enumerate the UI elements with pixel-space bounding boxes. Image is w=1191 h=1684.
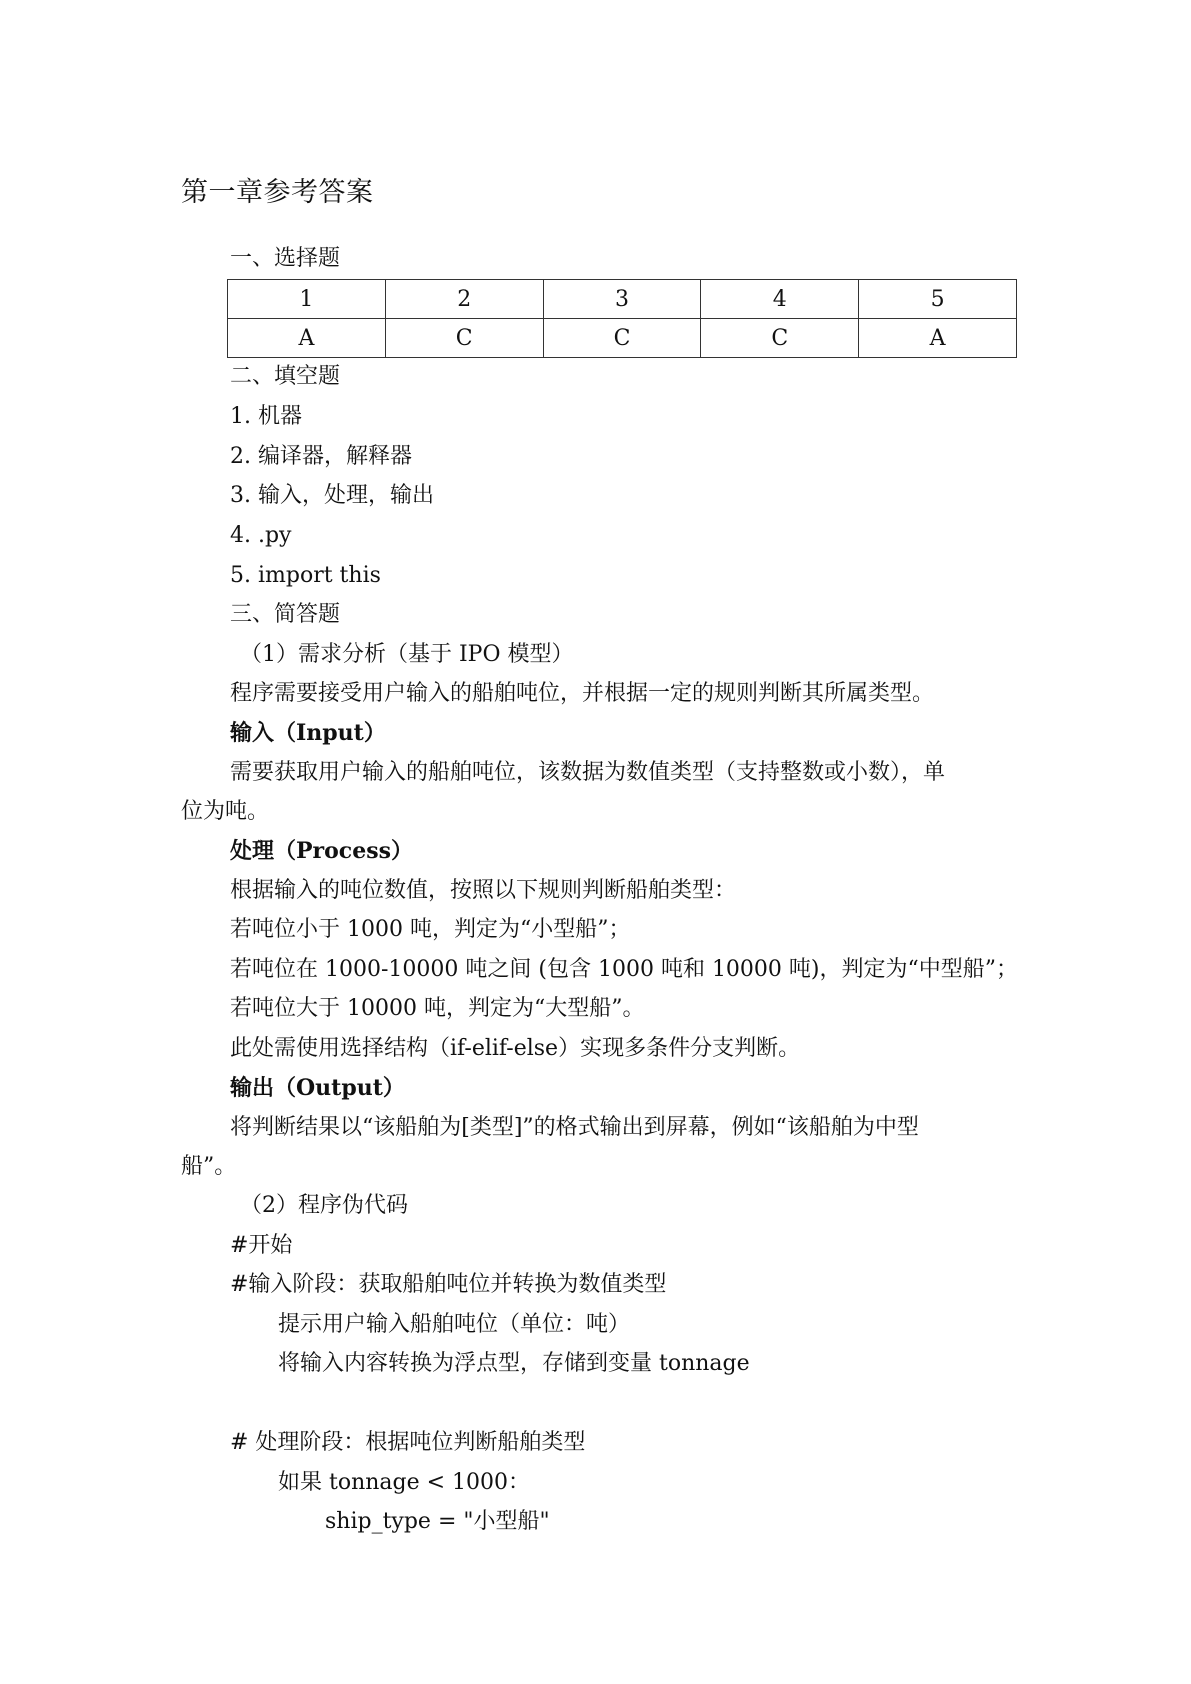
paragraph-input-cont: 位为吨。 <box>181 799 270 824</box>
code-line: #输入阶段：获取船舶吨位并转换为数值类型 <box>230 1272 667 1297</box>
table-cell: C <box>543 319 701 358</box>
table-header-row <box>228 280 1017 319</box>
table-cell: 1 <box>228 280 386 319</box>
process-line: 若吨位小于 1000 吨，判定为“小型船”； <box>230 917 631 942</box>
table-cell: 5 <box>859 280 1017 319</box>
table-cell: 2 <box>385 280 543 319</box>
table-cell: C <box>385 319 543 358</box>
code-line: # 处理阶段：根据吨位判断船舶类型 <box>230 1430 586 1455</box>
table-row <box>228 319 1017 358</box>
paragraph-output: 将判断结果以“该船舶为[类型]”的格式输出到屏幕，例如“该船舶为中型 <box>230 1115 919 1140</box>
page-title: 第一章参考答案 <box>181 177 374 208</box>
table-cell: A <box>228 319 386 358</box>
input-heading: 输入（Input） <box>230 720 386 746</box>
process-heading: 处理（Process） <box>230 838 413 864</box>
table-cell: A <box>859 319 1017 358</box>
subheading-pseudocode: （2）程序伪代码 <box>240 1193 408 1218</box>
code-line: #开始 <box>230 1233 293 1258</box>
section-heading-choice: 一、选择题 <box>230 246 341 271</box>
process-line: 若吨位大于 10000 吨，判定为“大型船”。 <box>230 996 645 1021</box>
output-heading: 输出（Output） <box>230 1075 405 1101</box>
section-heading-fill: 二、填空题 <box>230 364 341 389</box>
process-line: 此处需使用选择结构（if-elif-else）实现多条件分支判断。 <box>230 1036 801 1061</box>
process-line: 若吨位在 1000-10000 吨之间 (包含 1000 吨和 10000 吨)，判定为“中型船”； <box>230 957 1018 982</box>
list-item: 5. import this <box>230 563 381 588</box>
code-line: 如果 tonnage < 1000： <box>278 1470 531 1495</box>
code-line: ship_type = "小型船" <box>325 1509 550 1534</box>
paragraph-intro: 程序需要接受用户输入的船舶吨位，并根据一定的规则判断其所属类型。 <box>230 681 935 706</box>
section-heading-short-answer: 三、简答题 <box>230 602 341 627</box>
table-cell: 3 <box>543 280 701 319</box>
code-line: 提示用户输入船舶吨位（单位：吨） <box>278 1312 631 1337</box>
list-item: 3. 输入，处理，输出 <box>230 483 434 508</box>
subheading-requirements: （1）需求分析（基于 IPO 模型） <box>240 642 574 667</box>
code-line: 将输入内容转换为浮点型，存储到变量 tonnage <box>278 1351 750 1376</box>
paragraph-input: 需要获取用户输入的船舶吨位，该数据为数值类型（支持整数或小数），单 <box>230 760 946 785</box>
table-cell: 4 <box>701 280 859 319</box>
table-cell: C <box>701 319 859 358</box>
answer-table <box>227 279 1017 358</box>
list-item: 2. 编译器，解释器 <box>230 444 412 469</box>
process-line: 根据输入的吨位数值，按照以下规则判断船舶类型： <box>230 878 737 903</box>
list-item: 4. .py <box>230 523 292 548</box>
list-item: 1. 机器 <box>230 404 302 429</box>
paragraph-output-cont: 船”。 <box>181 1154 237 1179</box>
